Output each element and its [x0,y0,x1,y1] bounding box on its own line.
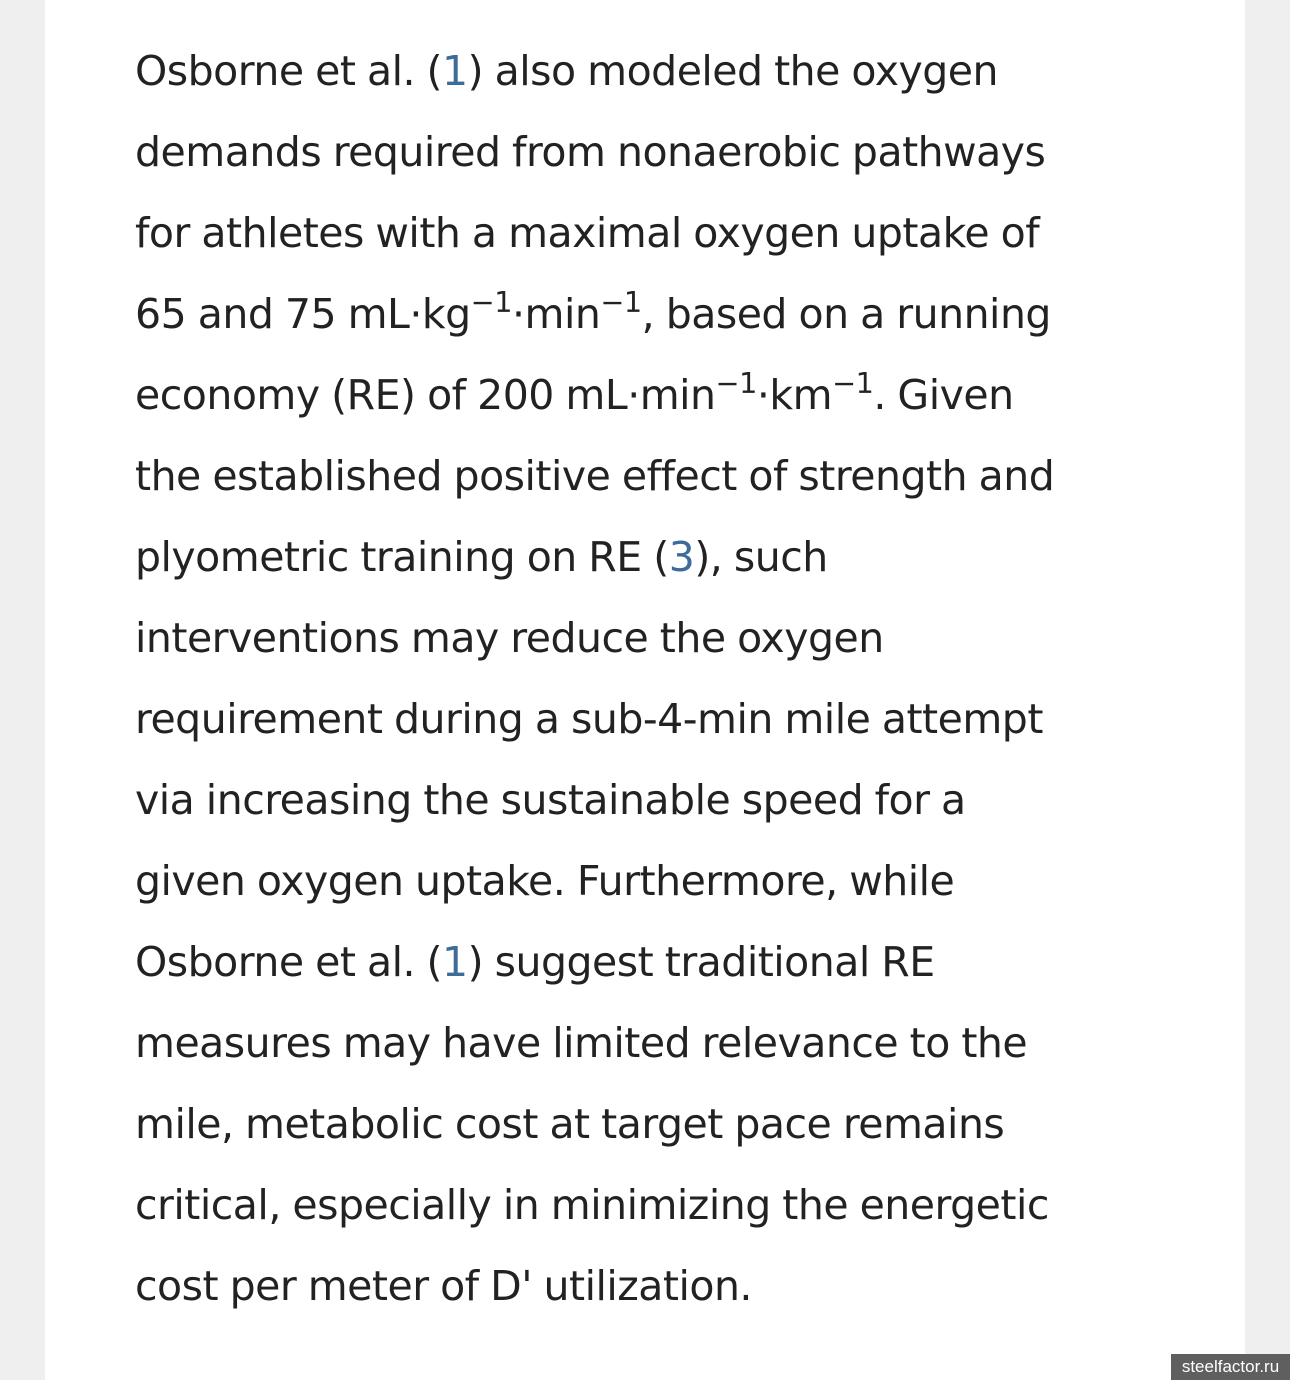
text-line: economy (RE) of 200 $mL\cdot\min^{-1}\cdot km^{-1}$. Given [135,366,1014,419]
citation-link-1[interactable]: 1 [442,47,468,95]
text-line: 65 and 75 $mL\cdot kg^{-1}\cdot\min^{-1}$, based on a running [135,285,1051,338]
body-paragraph [135,31,1175,1327]
superscript: −1 [600,285,642,320]
text-line: measures may have limited relevance to the [135,1019,1028,1067]
text-line: critical, especially in minimizing the energetic [135,1181,1049,1229]
text-line: mile, metabolic cost at target pace remains [135,1100,1005,1148]
text-line: interventions may reduce the oxygen [135,614,884,662]
text-line: given oxygen uptake. Furthermore, while [135,857,955,905]
text-line: for athletes with a maximal oxygen uptake of [135,209,1040,257]
text-line: requirement during a sub-4-min mile attempt [135,695,1043,743]
citation-link-3[interactable]: 3 [668,533,695,581]
article-page [45,0,1245,1380]
watermark-label: steelfactor.ru [1171,1354,1290,1380]
text-line: demands required from nonaerobic pathways [135,128,1046,176]
text-line: Osborne et al. (1) suggest traditional RE [135,938,935,986]
superscript: −1 [715,366,757,401]
text-line: the established positive effect of strength and [135,452,1055,500]
superscript: −1 [832,366,874,401]
text-line: via increasing the sustainable speed for a [135,776,966,824]
text-line: Osborne et al. (1) also modeled the oxygen [135,47,998,95]
text-line: plyometric training on RE (3), such [135,533,828,581]
citation-link-1[interactable]: 1 [442,938,468,986]
text-line: cost per meter of D' utilization. [135,1262,752,1310]
superscript: −1 [470,285,512,320]
